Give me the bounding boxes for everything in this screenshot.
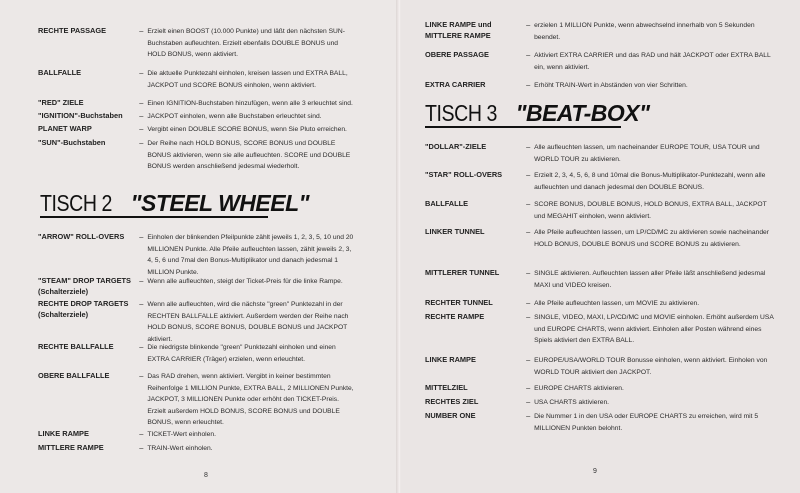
term-main: RECHTE DROP TARGETS xyxy=(38,299,129,308)
dash: – xyxy=(526,20,531,29)
entry-ballfalle xyxy=(425,199,777,222)
dash: – xyxy=(139,111,144,120)
description: Vergibt einen DOUBLE SCORE BONUS, wenn Sie Pluto erreichen. xyxy=(147,126,347,133)
entry-obere-passage xyxy=(425,50,777,73)
term: "SUN"-Buchstaben xyxy=(38,138,106,147)
description: TICKET-Wert einholen. xyxy=(147,431,216,438)
description: EUROPE/USA/WORLD TOUR Bonusse einholen, wenn aktiviert. Einholen von WORLD TOUR aktiviert den JACKPOT. xyxy=(534,357,768,376)
dash: – xyxy=(139,26,144,35)
dash: – xyxy=(526,80,531,89)
term: LINKE RAMPE xyxy=(425,355,476,364)
term: MITTLERER TUNNEL xyxy=(425,268,500,277)
entry-star-roll-overs xyxy=(425,170,777,193)
entry-linke-rampe xyxy=(425,355,777,378)
heading-underline xyxy=(40,216,268,218)
term: RECHTE BALLFALLE xyxy=(38,342,114,351)
dash: – xyxy=(139,138,144,147)
dash: – xyxy=(139,68,144,77)
term xyxy=(38,299,135,345)
description: Das RAD drehen, wenn aktiviert. Vergibt in keiner bestimmten Reihenfolge 1 MILLION Punkte, EXTRA BALL, 2 MILLIONEN Punkte, JACKPOT, 3 MILLIONEN Punkte oder erhöht den TICKET-Preis. Erzielt außerdem HOLD BONUS, SCORE BONUS und DOUBLE BONUS, wenn erleuchtet. xyxy=(147,373,354,427)
description: Aktiviert EXTRA CARRIER und das RAD und hält JACKPOT oder EXTRA BALL ein, wenn aktiviert. xyxy=(534,52,771,71)
dash: – xyxy=(526,383,531,392)
heading-underline xyxy=(425,126,621,128)
dash: – xyxy=(526,199,531,208)
entry-ignition-buchstaben xyxy=(38,111,356,123)
dash: – xyxy=(526,298,531,307)
dash: – xyxy=(139,276,144,285)
term: "STAR" ROLL-OVERS xyxy=(425,170,503,179)
term-main: "STEAM" DROP TARGETS xyxy=(38,276,131,285)
dash: – xyxy=(526,170,531,179)
description: TRAIN-Wert einholen. xyxy=(147,445,213,452)
term: "DOLLAR"-ZIELE xyxy=(425,142,487,151)
term: BALLFALLE xyxy=(425,199,469,208)
entry-linker-tunnel xyxy=(425,227,777,250)
dash: – xyxy=(139,124,144,133)
entry-red-ziele xyxy=(38,98,356,110)
term: RECHTES ZIEL xyxy=(425,397,479,406)
term-main: LINKE RAMPE und xyxy=(425,20,492,29)
entry-linke-rampe xyxy=(38,429,356,441)
heading-title: "BEAT-BOX" xyxy=(515,100,650,126)
entry-obere-ballfalle xyxy=(38,371,356,429)
entry-mittlerer-tunnel xyxy=(425,268,777,291)
entry-rechte-ballfalle xyxy=(38,342,356,365)
description: Alle Pfeile aufleuchten lassen, um MOVIE zu aktivieren. xyxy=(534,300,700,307)
term xyxy=(38,276,135,297)
dash: – xyxy=(526,142,531,151)
description: Erzielt einen BOOST (10.000 Punkte) und läßt den nächsten SUN-Buchstaben aufleuchten. Erzielt ebenfalls DOUBLE BONUS und HOLD BONUS, wenn aktiviert. xyxy=(147,28,345,59)
description: erzielen 1 MILLION Punkte, wenn abwechselnd innerhalb von 5 Sekunden beendet. xyxy=(534,22,755,41)
left-page xyxy=(0,0,398,493)
description: Die aktuelle Punktezahl einholen, kreisen lassen und EXTRA BALL, JACKPOT und SCORE BONUS einholen, wenn aktiviert. xyxy=(147,70,348,89)
dash: – xyxy=(139,429,144,438)
dash: – xyxy=(139,98,144,107)
dash: – xyxy=(139,443,144,452)
entry-extra-carrier xyxy=(425,80,777,92)
description: Alle aufleuchten lassen, um nacheinander EUROPE TOUR, USA TOUR und WORLD TOUR zu aktivieren. xyxy=(534,144,760,163)
entry-rechte-rampe xyxy=(425,312,777,347)
dash: – xyxy=(139,232,144,241)
section-heading-tisch-3 xyxy=(425,100,650,127)
entry-mittelziel xyxy=(425,383,777,395)
dash: – xyxy=(526,355,531,364)
term-sub: (Schalterziele) xyxy=(38,286,89,296)
description: Die niedrigste blinkende "green" Punktezahl einholen und einen EXTRA CARRIER (Träger) erzielen, wenn erleuchtet. xyxy=(147,344,336,363)
description: SINGLE, VIDEO, MAXI, LP/CD/MC und MOVIE einholen. Erhöht außerdem USA und EUROPE CHARTS, wenn aktiviert. Einholen aller Posten während eines Spiels aktiviert den EXTRA BALL. xyxy=(534,314,774,345)
dash: – xyxy=(526,268,531,277)
dash: – xyxy=(526,397,531,406)
term: "ARROW" ROLL-OVERS xyxy=(38,232,125,241)
term: NUMBER ONE xyxy=(425,411,476,420)
heading-title: "STEEL WHEEL" xyxy=(130,190,310,216)
dash: – xyxy=(139,371,144,380)
term: LINKE RAMPE xyxy=(38,429,89,438)
dash: – xyxy=(526,227,531,236)
heading-number: TISCH 2 xyxy=(40,190,112,216)
term-main-2: MITTLERE RAMPE xyxy=(425,30,491,40)
term: OBERE PASSAGE xyxy=(425,50,489,59)
term: OBERE BALLFALLE xyxy=(38,371,110,380)
description: Erzielt 2, 3, 4, 5, 6, 8 und 10mal die Bonus-Multiplikator-Punktezahl, wenn alle aufleuchten und danach jedesmal den DOUBLE BONUS. xyxy=(534,172,766,191)
term: "RED" ZIELE xyxy=(38,98,84,107)
term: EXTRA CARRIER xyxy=(425,80,486,89)
section-heading-tisch-2 xyxy=(40,190,309,217)
term: LINKER TUNNEL xyxy=(425,227,485,236)
entry-number-one xyxy=(425,411,777,434)
description: Die Nummer 1 in den USA oder EUROPE CHARTS zu erreichen, wird mit 5 MILLIONEN Punkten belohnt. xyxy=(534,413,759,432)
dash: – xyxy=(526,50,531,59)
heading-number: TISCH 3 xyxy=(425,100,497,126)
entry-mittlere-rampe xyxy=(38,443,356,455)
entry-arrow-roll-overs xyxy=(38,232,356,278)
term: RECHTER TUNNEL xyxy=(425,298,493,307)
dash: – xyxy=(526,312,531,321)
term: RECHTE RAMPE xyxy=(425,312,485,321)
dash: – xyxy=(139,299,144,308)
term: MITTELZIEL xyxy=(425,383,468,392)
term: MITTLERE RAMPE xyxy=(38,443,104,452)
description: SINGLE aktivieren. Aufleuchten lassen aller Pfeile läßt anschließend jedesmal MAXI und VIDEO kreisen. xyxy=(534,270,766,289)
entry-rechter-tunnel xyxy=(425,298,777,310)
entry-ballfalle xyxy=(38,68,356,91)
page-number: 8 xyxy=(204,472,208,479)
page-number: 9 xyxy=(593,468,597,475)
term: PLANET WARP xyxy=(38,124,92,133)
description: Wenn alle aufleuchten, wird die nächste "green" Punktezahl in der RECHTEN BALLFALLE aktiviert. Außerdem werden der Reihe nach HOLD BONUS, SCORE BONUS, DOUBLE BONUS und JACKPOT aktiviert. xyxy=(147,301,349,343)
description: Einholen der blinkenden Pfeilpunkte zählt jeweils 1, 2, 3, 5, 10 und 20 MILLIONEN Punkte. Alle Pfeile aufleuchten lassen, zählt jeweils 2, 3, 4, 5, 6 und 7mal den Bonus-Multiplikator und danach jedesmal 1 MILLION Punkte. xyxy=(147,234,354,276)
description: SCORE BONUS, DOUBLE BONUS, HOLD BONUS, EXTRA BALL, JACKPOT und MEGAHIT einholen, wenn aktiviert. xyxy=(534,201,767,220)
entry-steam-drop-targets xyxy=(38,276,356,297)
term-sub: (Schalterziele) xyxy=(38,309,89,319)
term xyxy=(425,20,522,43)
description: Der Reihe nach HOLD BONUS, SCORE BONUS und DOUBLE BONUS aktivieren, wenn sie alle aufleuchten. SCORE und DOUBLE BONUS werden anschließend jedesmal wiederholt. xyxy=(147,140,351,171)
entry-linke-mittlere-rampe xyxy=(425,20,777,43)
entry-sun-buchstaben xyxy=(38,138,356,173)
description: Einen IGNITION-Buchstaben hinzufügen, wenn alle 3 erleuchtet sind. xyxy=(147,100,353,107)
description: JACKPOT einholen, wenn alle Buchstaben erleuchtet sind. xyxy=(147,113,322,120)
term: BALLFALLE xyxy=(38,68,82,77)
entry-rechte-passage xyxy=(38,26,356,61)
entry-rechte-drop-targets xyxy=(38,299,356,345)
right-page xyxy=(401,0,800,493)
term: "IGNITION"-Buchstaben xyxy=(38,111,123,120)
description: Wenn alle aufleuchten, steigt der Ticket-Preis für die linke Rampe. xyxy=(147,278,343,285)
description: USA CHARTS aktivieren. xyxy=(534,399,610,406)
dash: – xyxy=(526,411,531,420)
description: EUROPE CHARTS aktivieren. xyxy=(534,385,624,392)
entry-rechtes-ziel xyxy=(425,397,777,409)
description: Alle Pfeile aufleuchten lassen, um LP/CD/MC zu aktivieren sowie nacheinander HOLD BONUS, DOUBLE BONUS und SCORE BONUS zu aktivieren. xyxy=(534,229,770,248)
description: Erhöht TRAIN-Wert in Abständen von vier Schritten. xyxy=(534,82,688,89)
dash: – xyxy=(139,342,144,351)
entry-dollar-ziele xyxy=(425,142,777,165)
term: RECHTE PASSAGE xyxy=(38,26,107,35)
entry-planet-warp xyxy=(38,124,356,136)
